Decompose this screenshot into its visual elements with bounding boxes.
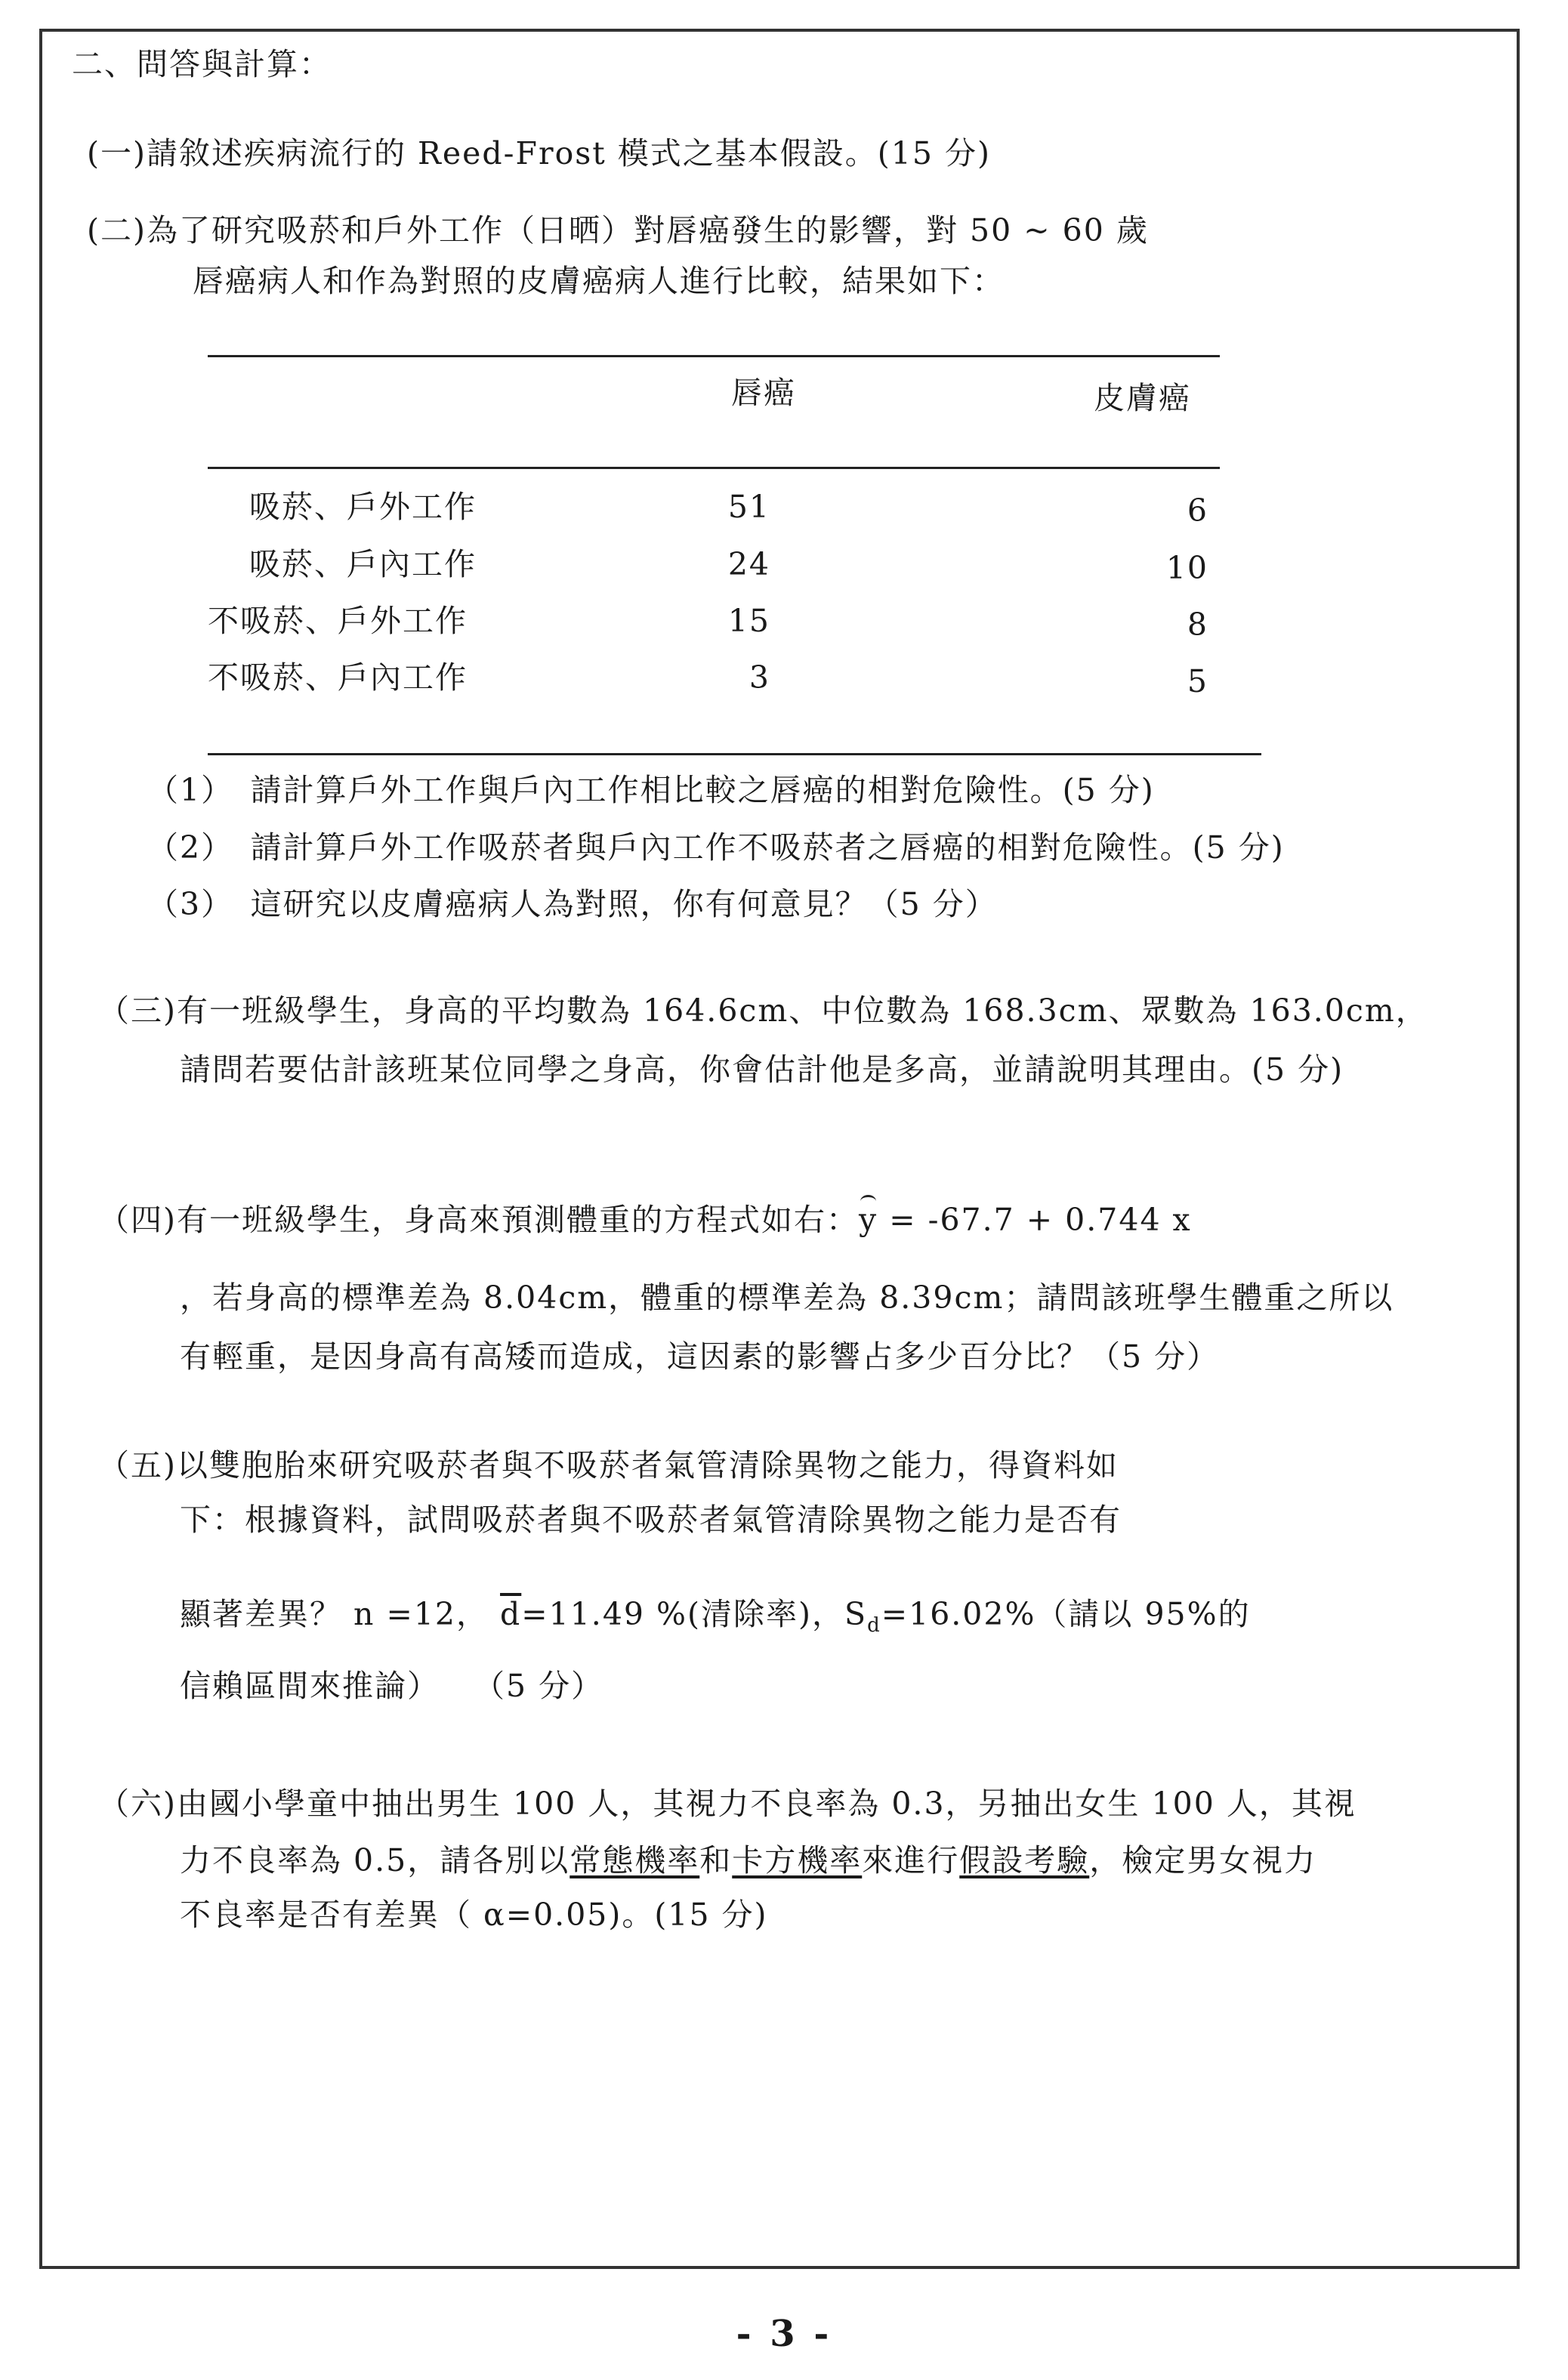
table-bottom-rule: [208, 753, 1261, 755]
question-5-line-3: [180, 1595, 1251, 1644]
table-header-rule: [208, 467, 1220, 469]
question-1: (一)請敘述疾病流行的 Reed-Frost 模式之基本假設。(15 分): [87, 135, 991, 171]
row-skin-value: 6: [1187, 492, 1208, 529]
row-skin-value: 5: [1187, 663, 1208, 699]
question-5-line-1: （五)以雙胞胎來研究吸菸者與不吸菸者氣管清除異物之能力，得資料如: [98, 1447, 1119, 1483]
row-skin-value: 10: [1165, 550, 1208, 586]
row-lip-value: 51: [727, 489, 770, 525]
regression-equation: = -67.7 + 0.744 x: [878, 1202, 1192, 1238]
question-3-line-1: （三)有一班級學生，身高的平均數為 164.6cm、中位數為 168.3cm、眾數為 163.0cm，: [98, 992, 1428, 1029]
question-2-line-1: (二)為了研究吸菸和戶外工作（日晒）對唇癌發生的影響，對 50 ~ 60 歲: [87, 212, 1149, 248]
row-lip-value: 3: [749, 659, 770, 696]
question-4-line-2: ，若身高的標準差為 8.04cm，體重的標準差為 8.39cm；請問該班學生體重之所以: [180, 1280, 1394, 1316]
row-label: 吸菸、戶外工作: [249, 489, 477, 525]
table-top-rule: [208, 355, 1220, 357]
section-title: 二、問答與計算：: [72, 46, 332, 82]
question-6-text-a: 力不良率為 0.5，請各別以: [180, 1842, 570, 1878]
hypothesis-test-term: 假設考驗: [959, 1842, 1090, 1878]
question-5-text: 顯著差異？ n =12，: [180, 1596, 501, 1632]
chi-square-term: 卡方機率: [732, 1842, 863, 1878]
question-2-sub-2: （2） 請計算戶外工作吸菸者與戶內工作不吸菸者之唇癌的相對危險性。(5 分): [147, 829, 1285, 866]
question-6-text-d: ，檢定男女視力: [1089, 1842, 1317, 1878]
question-2-sub-1: （1） 請計算戶外工作與戶內工作相比較之唇癌的相對危險性。(5 分): [147, 772, 1155, 808]
question-6-line-1: （六)由國小學童中抽出男生 100 人，其視力不良率為 0.3，另抽出女生 100 人，其視: [98, 1786, 1357, 1822]
row-label: 吸菸、戶內工作: [249, 546, 477, 582]
table-header-lip-cancer: 唇癌: [731, 375, 796, 411]
y-hat-symbol: y: [859, 1202, 878, 1238]
normal-probability-term: 常態機率: [569, 1842, 700, 1878]
row-label: 不吸菸、戶外工作: [208, 603, 468, 639]
row-lip-value: 24: [727, 546, 770, 582]
question-5-line-2: 下：根據資料，試問吸菸者與不吸菸者氣管清除異物之能力是否有: [180, 1502, 1122, 1538]
question-4-line-1: [98, 1201, 1192, 1239]
page-number: - 3 -: [736, 2313, 832, 2355]
question-6-line-3: 不良率是否有差異（ α=0.05)。(15 分): [180, 1897, 768, 1933]
row-skin-value: 8: [1187, 607, 1208, 643]
question-4-line-3: 有輕重，是因身高有高矮而造成，這因素的影響占多少百分比？（5 分）: [180, 1338, 1220, 1375]
question-3-line-2: 請問若要估計該班某位同學之身高，你會估計他是多高，並請說明其理由。(5 分): [180, 1051, 1344, 1088]
question-2-line-2: 唇癌病人和作為對照的皮膚癌病人進行比較，結果如下：: [193, 263, 1005, 299]
question-6-line-2: [180, 1841, 1316, 1879]
table-header-skin-cancer: 皮膚癌: [1094, 380, 1191, 416]
question-5-line-4: 信賴區間來推論） （5 分）: [180, 1668, 604, 1704]
question-2-sub-3: （3） 這研究以皮膚癌病人為對照，你有何意見？（5 分）: [147, 886, 998, 922]
question-6-text-c: 來進行: [862, 1842, 960, 1878]
sd-subscript: d: [867, 1614, 881, 1638]
row-label: 不吸菸、戶內工作: [208, 659, 468, 696]
row-lip-value: 15: [727, 603, 770, 639]
question-5-sd: =16.02%（請以 95%的: [881, 1596, 1251, 1632]
d-bar-symbol: $\overline{d}$: [500, 1596, 522, 1632]
question-5-mean: =11.49 %(清除率)，S: [521, 1596, 868, 1632]
question-4-text: （四)有一班級學生，身高來預測體重的方程式如右：: [98, 1202, 859, 1238]
question-6-text-b: 和: [699, 1842, 733, 1878]
